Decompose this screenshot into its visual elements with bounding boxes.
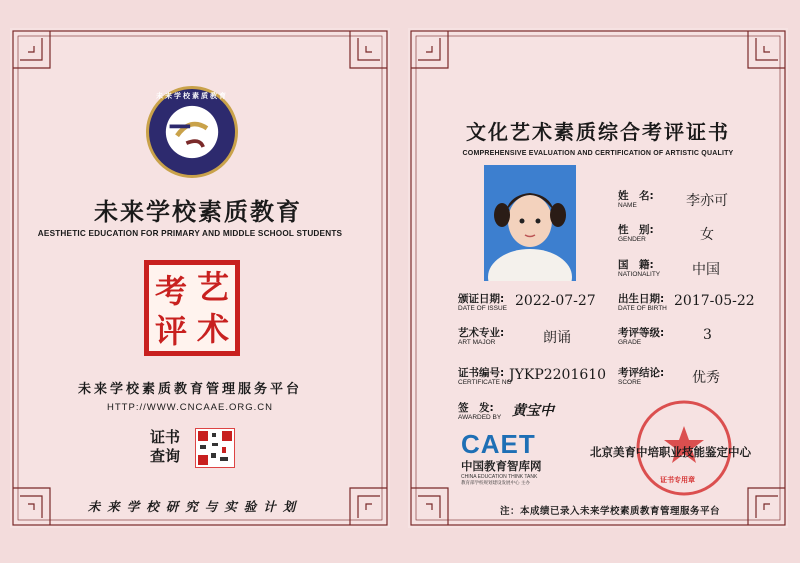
gender-label (618, 224, 654, 244)
birth-date-value: 2017-05-22 (674, 293, 755, 309)
research-program-label: 未来学校研究与实验计划 (87, 499, 303, 514)
signature: 黄宝中 (512, 403, 554, 419)
name-label-cn: 姓 名: (618, 190, 654, 202)
cover-subtitle: AESTHETIC EDUCATION FOR PRIMARY AND MIDDLE SCHOOL STUDENTS (37, 229, 343, 238)
birth-date-label (618, 293, 667, 313)
nationality-value: 中国 (692, 262, 720, 278)
query-line-2: 查询 (149, 447, 180, 465)
name-value: 李亦可 (686, 193, 728, 209)
student-photo (484, 165, 576, 281)
issuing-center: 北京美育中培职业技能鉴定中心 (590, 445, 751, 459)
certificate-subtitle: COMPREHENSIVE EVALUATION AND CERTIFICATION OF ARTISTIC QUALITY (462, 150, 734, 157)
gender-label-en: GENDER (618, 236, 646, 243)
nationality-label-en: NATIONALITY (618, 271, 661, 278)
cae-sponsor: 教育部学校规划建设发展中心 主办 (461, 481, 530, 486)
major-label (458, 327, 504, 347)
cae-name-en: CHINA EDUCATION THINK TANK (461, 474, 538, 480)
gender-label-cn: 性 别: (618, 224, 654, 236)
major-label-cn: 艺术专业: (458, 327, 505, 339)
issue-date-label-cn: 颁证日期: (458, 293, 505, 305)
cert-no-value: JYKP2201610 (509, 367, 607, 383)
gender-value: 女 (700, 227, 714, 243)
certificate-query-label (145, 428, 185, 466)
art-evaluation-seal (144, 260, 240, 356)
stamp-text: 证书专用章 (660, 476, 695, 484)
score-label-en: SCORE (618, 379, 642, 386)
footer-note: 注：本成绩已录入未来学校素质教育管理服务平台 (499, 506, 720, 517)
cert-no-label (458, 367, 512, 387)
score-label (618, 367, 664, 387)
grade-label (618, 327, 664, 347)
qr-code-icon[interactable] (195, 428, 235, 468)
cert-no-label-en: CERTIFICATE NO (458, 379, 512, 386)
seal-char: 评 (154, 312, 187, 350)
issue-date-label-en: DATE OF ISSUE (458, 305, 507, 312)
major-value: 朗诵 (543, 330, 571, 346)
cover-title: 未来学校素质教育 (94, 197, 302, 226)
seal-char: 术 (196, 310, 229, 348)
score-value: 优秀 (692, 370, 720, 386)
awarded-label-en: AWARDED BY (458, 414, 502, 421)
query-line-1: 证书 (149, 428, 180, 446)
grade-value: 3 (703, 327, 712, 343)
issue-date-label (458, 293, 507, 313)
seal-char: 考 (154, 272, 187, 310)
platform-name: 未来学校素质教育管理服务平台 (77, 382, 302, 397)
cae-name-cn: 中国教育智库网 (461, 459, 542, 473)
name-label-en: NAME (618, 202, 637, 209)
birth-date-label-en: DATE OF BIRTH (618, 305, 667, 312)
name-label (618, 190, 654, 210)
cert-no-label-cn: 证书编号: (458, 367, 505, 379)
cae-logo-block (461, 430, 581, 486)
website-url[interactable]: HTTP://WWW.CNCAAE.ORG.CN (107, 402, 273, 413)
cae-logo: CAET (461, 429, 536, 459)
logo-ring-text: 未来学校素质教育 (156, 92, 228, 100)
nationality-label-cn: 国 籍: (618, 259, 654, 271)
awarded-label-cn: 签 发: (458, 402, 494, 414)
major-label-en: ART MAJOR (458, 339, 496, 346)
score-label-cn: 考评结论: (618, 367, 665, 379)
birth-date-label-cn: 出生日期: (618, 293, 665, 305)
issue-date-value: 2022-07-27 (515, 293, 596, 309)
awarded-label (458, 402, 501, 422)
grade-label-en: GRADE (618, 339, 642, 346)
grade-label-cn: 考评等级: (618, 327, 665, 339)
seal-char: 艺 (196, 268, 229, 306)
nationality-label (618, 259, 660, 279)
certificate-title: 文化艺术素质综合考评证书 (466, 120, 730, 144)
